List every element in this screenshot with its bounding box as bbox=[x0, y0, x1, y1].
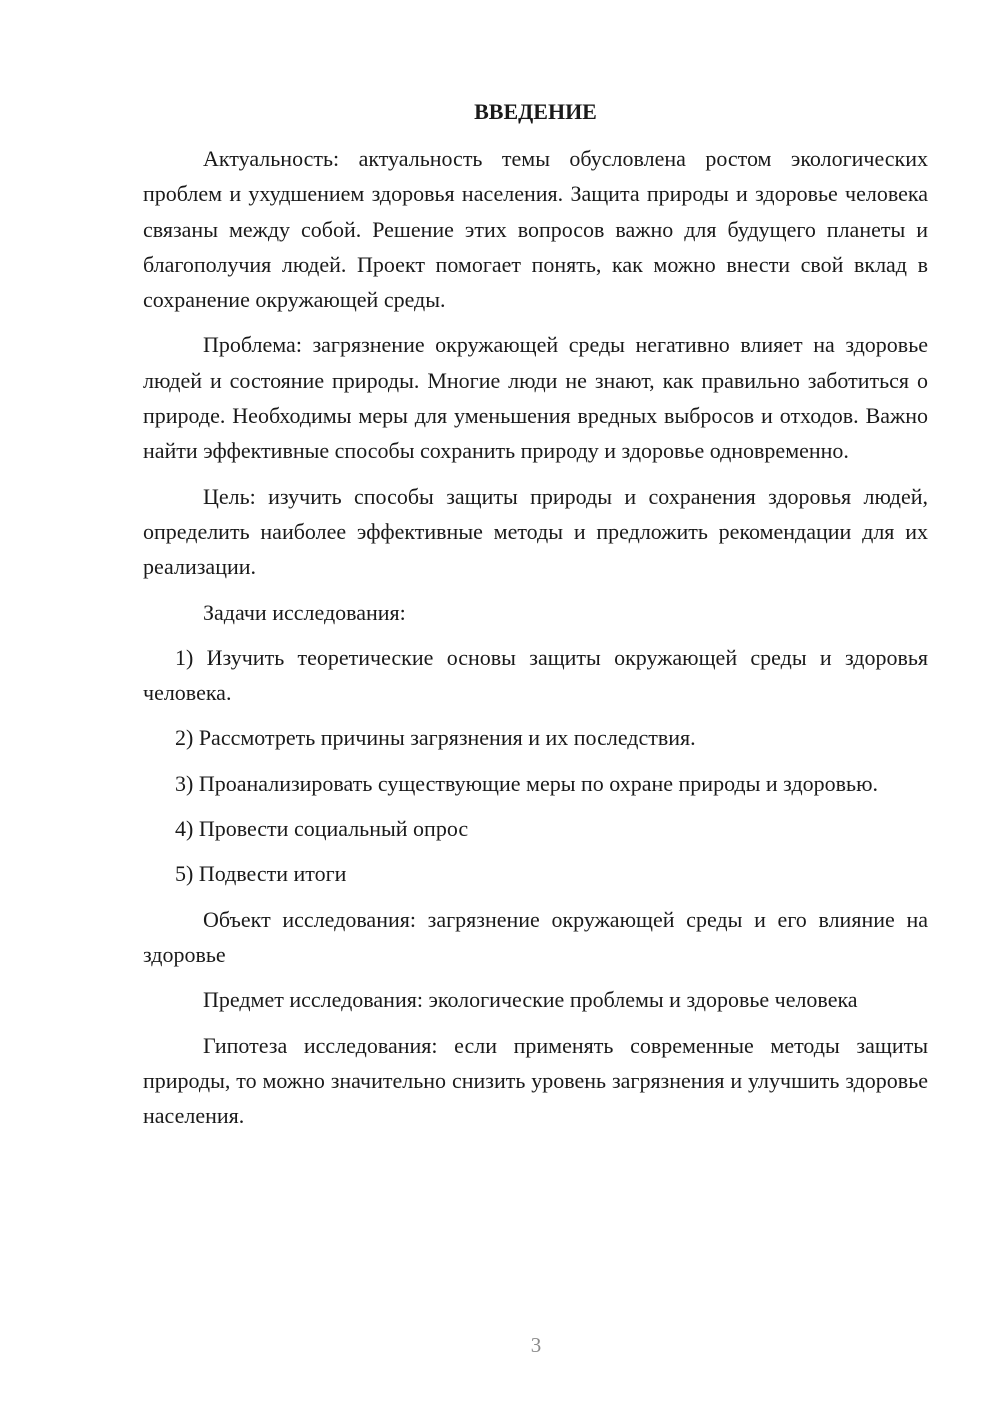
task-item: 4) Провести социальный опрос bbox=[175, 816, 469, 842]
tasks-heading: Задачи исследования: bbox=[203, 599, 406, 625]
task-item: 1) Изучить теоретические основы защиты окружающей среды и здоровья человека. bbox=[143, 644, 928, 706]
task-item: 5) Подвести итоги bbox=[175, 861, 347, 887]
paragraph-subject: Предмет исследования: экологические проблемы и здоровье человека bbox=[203, 987, 858, 1013]
paragraph-object: Объект исследования: загрязнение окружающей среды и его влияние на здоровье bbox=[143, 906, 928, 967]
paragraph-relevance: Актуальность: актуальность темы обусловлена ростом экологических проблем и ухудшением здоровья населения. Защита природы и здоровье человека связаны между собой. Решение этих вопросов важно для будущего планеты и благополучия людей. Проект помогает понять, как можно внести свой вклад в сохранение окружающей среды. bbox=[143, 146, 928, 313]
task-item: 2) Рассмотреть причины загрязнения и их последствия. bbox=[175, 725, 696, 751]
paragraph-hypothesis: Гипотеза исследования: если применять современные методы защиты природы, то можно значительно снизить уровень загрязнения и улучшить здоровье населения. bbox=[143, 1032, 928, 1129]
page-content bbox=[143, 94, 928, 1133]
paragraph-problem: Проблема: загрязнение окружающей среды негативно влияет на здоровье людей и состояние природы. Многие люди не знают, как правильно заботиться о природе. Необходимы меры для уменьшения вредных выбросов и отходов. Важно найти эффективные способы сохранить природу и здоровье одновременно. bbox=[143, 332, 928, 464]
page-title: ВВЕДЕНИЕ bbox=[474, 99, 597, 124]
task-item: 3) Проанализировать существующие меры по охране природы и здоровью. bbox=[175, 770, 879, 796]
paragraph-goal: Цель: изучить способы защиты природы и сохранения здоровья людей, определить наиболее эффективные методы и предложить рекомендации для их реализации. bbox=[143, 483, 928, 580]
page-number: 3 bbox=[530, 1333, 542, 1357]
